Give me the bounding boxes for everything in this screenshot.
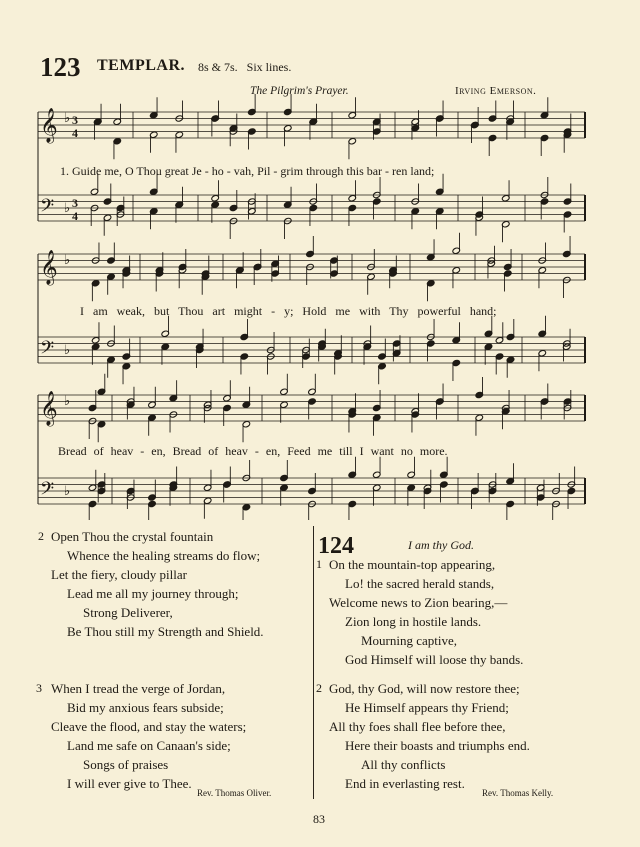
verse-line: Whence the healing streams do flow; [67, 548, 261, 563]
verse-line: End in everlasting rest. [345, 776, 465, 791]
verse-line: Welcome news to Zion bearing,— [329, 595, 508, 610]
verse-line: All thy foes shall flee before thee, [329, 719, 506, 734]
hymn-composer: Irving Emerson. [455, 85, 537, 97]
verse-number: 2 [316, 681, 322, 695]
hymn-number: 124 [318, 533, 354, 559]
verse-line: He Himself appears thy Friend; [345, 700, 509, 715]
author-credit: Rev. Thomas Kelly. [482, 788, 554, 798]
lyric-line-1: 1. Guide me, O Thou great Je - ho - vah, Pil - grim through this bar - ren land; [60, 164, 435, 178]
verse-line: Zion long in hostile lands. [345, 614, 482, 629]
flat-sign: ♭ [64, 394, 71, 409]
verse-line: Strong Deliverer, [83, 605, 173, 620]
lyric-line-2: I am weak, but Thou art might - y; Hold me with Thy powerful hand; [80, 304, 497, 318]
hymn-subtitle: I am thy God. [408, 538, 474, 552]
verse-line: Lo! the sacred herald stands, [345, 576, 495, 591]
verse-line: When I tread the verge of Jordan, [51, 681, 226, 696]
verse-line: Bid my anxious fears subside; [67, 700, 224, 715]
verse-line: Here their boasts and triumphs end. [345, 738, 530, 753]
verse-line: Land me safe on Canaan's side; [67, 738, 231, 753]
bass-clef: 𝄢 [40, 479, 55, 504]
verse-line: I will ever give to Thee. [67, 776, 192, 791]
time-signature: 3 [72, 113, 78, 127]
verse-line: God, thy God, will now restore thee; [329, 681, 520, 696]
bass-clef: 𝄢 [40, 338, 55, 363]
verse-line: Songs of praises [83, 757, 169, 772]
treble-clef: 𝄞 [40, 391, 58, 426]
flat-sign: ♭ [64, 253, 71, 268]
treble-clef: 𝄞 [40, 250, 58, 285]
verse-number: 2 [38, 529, 44, 543]
treble-clef: 𝄞 [40, 108, 58, 143]
verse-line: Be Thou still my Strength and Shield. [67, 624, 264, 639]
flat-sign: ♭ [64, 201, 71, 216]
time-signature: 4 [72, 209, 78, 223]
verse-line: Lead me all my journey through; [67, 586, 239, 601]
hymn-number: 123 [40, 52, 81, 82]
flat-sign: ♭ [64, 343, 71, 358]
lyric-line-3: Bread of heav - en, Bread of heav - en, Feed me till I want no more. [58, 444, 448, 458]
flat-sign: ♭ [64, 484, 71, 499]
verse-line: God Himself will loose thy bands. [345, 652, 524, 667]
hymn-title: TEMPLAR. [97, 57, 185, 74]
column-divider [313, 526, 314, 799]
verse-line: All thy conflicts [361, 757, 446, 772]
verse-line: Let the fiery, cloudy pillar [51, 567, 187, 582]
time-signature: 3 [72, 196, 78, 210]
hymn-subtitle: The Pilgrim's Prayer. [250, 85, 349, 97]
page-number: 83 [313, 812, 325, 826]
verse-line: Mourning captive, [361, 633, 458, 648]
author-credit: Rev. Thomas Oliver. [197, 788, 272, 798]
verse-line: Open Thou the crystal fountain [51, 529, 214, 544]
time-signature: 4 [72, 126, 78, 140]
bass-clef: 𝄢 [40, 196, 55, 221]
flat-sign: ♭ [64, 111, 71, 126]
verse-line: Cleave the flood, and stay the waters; [51, 719, 247, 734]
verse-line: On the mountain-top appearing, [329, 557, 496, 572]
hymn-meter: 8s & 7s. Six lines. [198, 60, 292, 74]
verse-number: 3 [36, 681, 42, 695]
verse-number: 1 [316, 557, 322, 571]
